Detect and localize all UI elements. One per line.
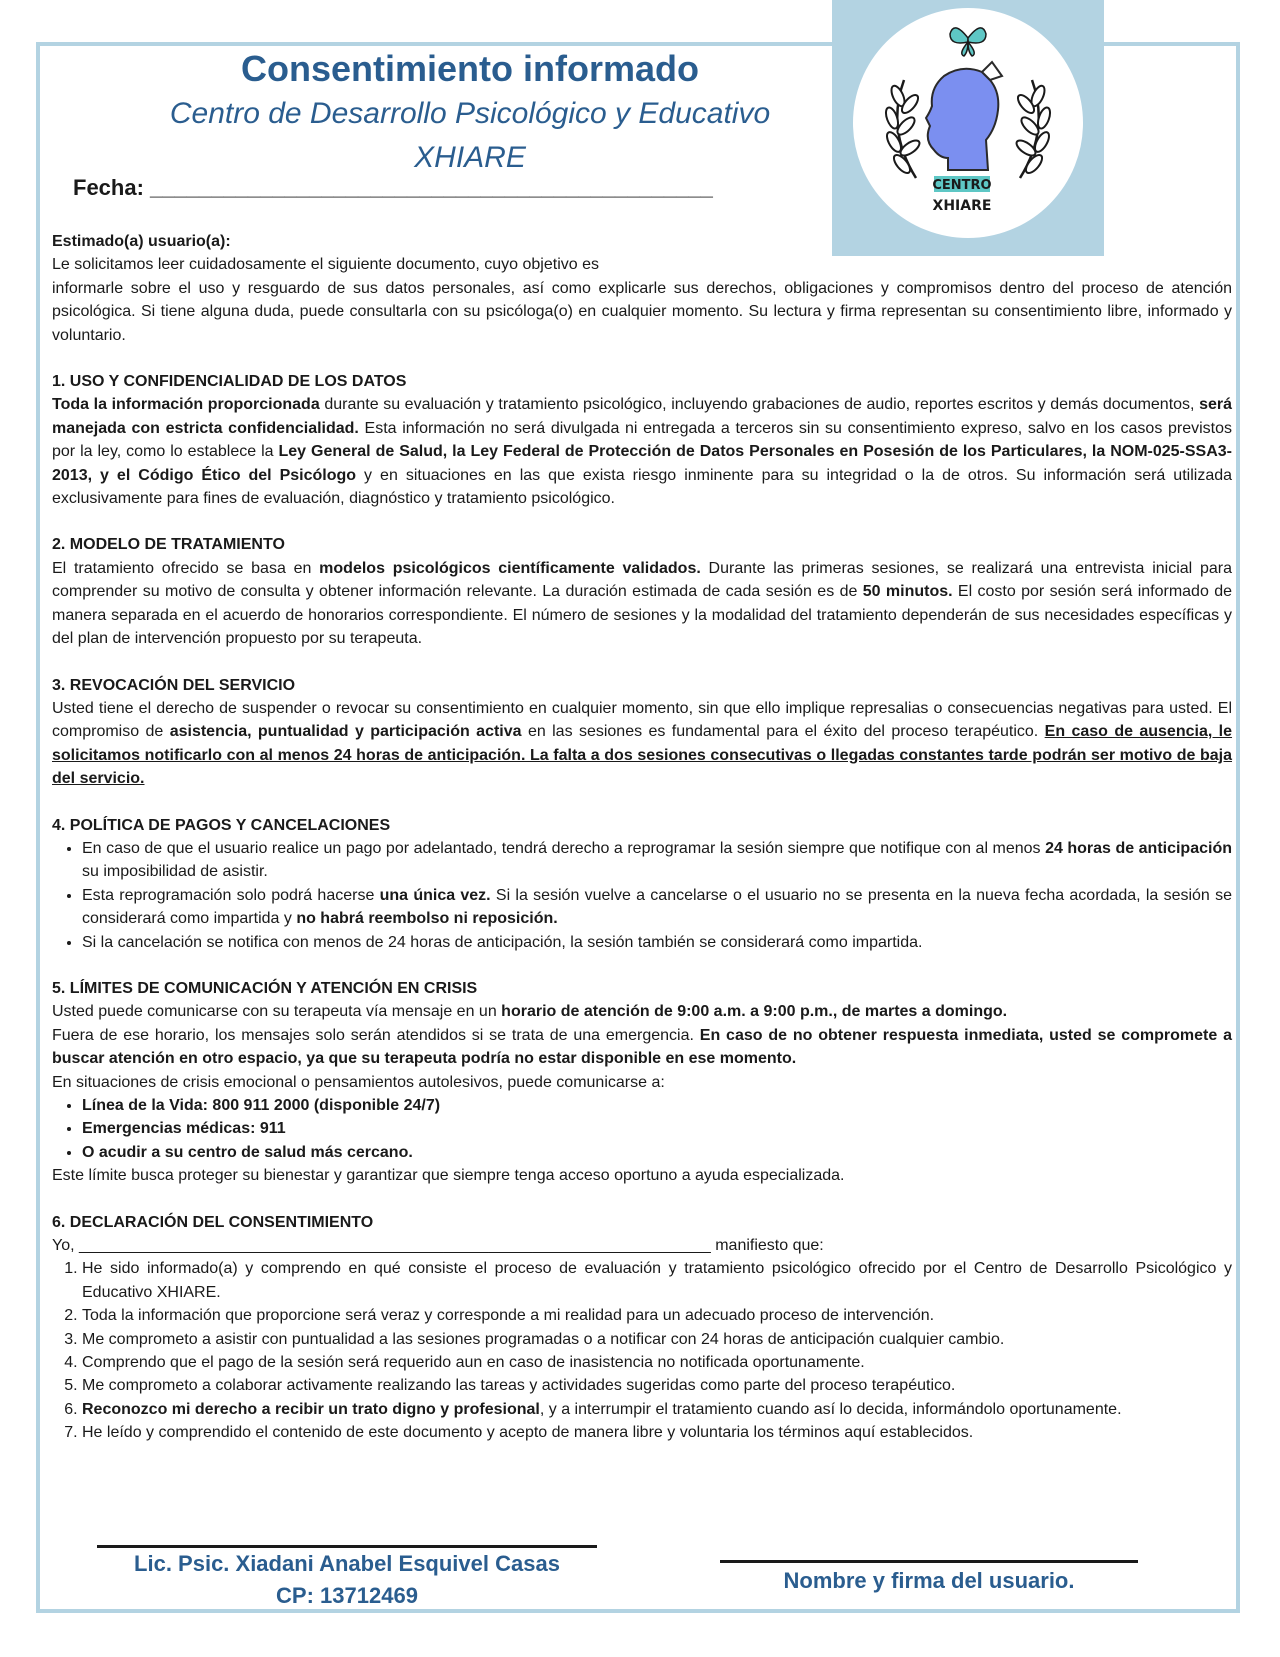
s4-i2-text-2: Si la sesión vuelve a cancelarse o el usuario no se presenta en la nueva fecha acordada, la sesión se considerará como impartida y	[82, 886, 1232, 928]
s1-bold-1: Toda la información proporcionada	[52, 396, 320, 414]
section-1-heading: 1. USO Y CONFIDENCIALIDAD DE LOS DATOS	[52, 373, 407, 391]
s3-underlined: En caso de ausencia, le solicitamos notificarlo con al menos 24 horas de anticipación. La falta a dos sesiones consecutivas o llegadas constantes tarde podrán ser motivo de baja del servicio.	[52, 723, 1233, 788]
list-item: 7. He leído y comprendido el contenido de este documento y acepto de manera libre y voluntaria los términos aquí establecidos.	[82, 1421, 1232, 1444]
page-subtitle	[110, 92, 830, 180]
section-3-text	[52, 697, 1232, 791]
list-item	[82, 884, 1232, 931]
s4-i2-bold-2: no habrá reembolso ni reposición.	[296, 910, 558, 928]
list-item: 2. Toda la información que proporcione será veraz y corresponde a mi realidad para un adecuado proceso de intervención.	[82, 1304, 1232, 1327]
section-3-heading: 3. REVOCACIÓN DEL SERVICIO	[52, 676, 296, 694]
list-item: • Emergencias médicas: 911	[82, 1117, 1232, 1140]
subtitle-line1: Centro de Desarrollo Psicológico y Educativo	[169, 97, 771, 130]
signature-line	[720, 1560, 1138, 1563]
list-item: 3. Me comprometo a asistir con puntualidad a las sesiones programadas o a notificar con 24 horas de anticipación cualquier cambio.	[82, 1328, 1232, 1351]
list-item: • Línea de la Vida: 800 911 2000 (disponible 24/7)	[82, 1094, 1232, 1117]
section-5-text-3: En situaciones de crisis emocional o pensamientos autolesivos, puede comunicarse a:	[52, 1073, 665, 1091]
s3-text-1: Usted tiene el derecho de suspender o revocar su consentimiento en cualquier momento, sin que ello implique represalias o consecuencias negativas para usted. El compromiso de	[52, 699, 1232, 741]
section-5-list	[52, 1094, 1232, 1164]
page-title: Consentimiento informado	[241, 48, 699, 89]
s5-bold-1: horario de atención de 9:00 a.m. a 9:00 p.m., de martes a domingo.	[501, 1003, 1008, 1021]
date-field[interactable]	[73, 175, 713, 201]
section-1-text	[52, 393, 1232, 510]
logo	[832, 0, 1104, 256]
date-label: Fecha:	[73, 175, 144, 200]
s1-bold-3: Ley General de Salud, la Ley Federal de Protección de Datos Personales en Posesión de los Particulares, la NOM-025-SSA3-2013, y el Código Ético del Psicólogo	[52, 443, 1233, 484]
section-4-list	[52, 837, 1232, 954]
intro-p1: Le solicitamos leer cuidadosamente el siguiente documento, cuyo objetivo es	[52, 256, 599, 274]
s1-text-2: Esta información no será divulgada ni entregada a terceros sin su consentimiento expreso, salvo en los casos previstos por la ley, como lo establece la	[52, 419, 1233, 461]
s5-text-1: Usted puede comunicarse con su terapeuta vía mensaje en un	[52, 1003, 502, 1021]
user-signature-label: Nombre y firma del usuario.	[783, 1568, 1075, 1593]
signature-line	[97, 1545, 597, 1548]
s5-text-2: Fuera de ese horario, los mensajes solo serán atendidos si se trata de una emergencia.	[52, 1026, 700, 1044]
section-6-heading: 6. DECLARACIÓN DEL CONSENTIMIENTO	[52, 1213, 374, 1231]
therapist-name: Lic. Psic. Xiadani Anabel Esquivel Casas	[134, 1551, 560, 1576]
section-5-text-4: Este límite busca proteger su bienestar y garantizar que siempre tenga acceso oportuno a ayuda especializada.	[52, 1167, 845, 1185]
section-6-list	[52, 1257, 1232, 1444]
list-item: • O acudir a su centro de salud más cercano.	[82, 1141, 1232, 1164]
declaration-name-field[interactable]: Yo, _______________________________________________________________________ manifiesto que:	[52, 1237, 824, 1255]
list-item	[82, 1398, 1232, 1421]
s1-text-1: durante su evaluación y tratamiento psicológico, incluyendo grabaciones de audio, reportes escritos y demás documentos,	[319, 396, 1200, 414]
greeting: Estimado(a) usuario(a):	[52, 233, 231, 250]
s3-text-2: en las sesiones es fundamental para el éxito del proceso terapéutico.	[521, 723, 1045, 741]
s4-i2-text-1: Esta reprogramación solo podrá hacerse	[82, 886, 380, 904]
s4-i2-bold-1: una única vez.	[379, 886, 491, 904]
document-body	[52, 230, 1232, 1445]
s4-i1-bold-1: 24 horas de anticipación	[1045, 839, 1232, 857]
section-2-text	[52, 557, 1232, 651]
s5-bold-2: En caso de no obtener respuesta inmediata, usted se compromete a buscar atención en otro espacio, ya que su terapeuta podría no estar disponible en ese momento.	[52, 1026, 1232, 1068]
list-item: 1. He sido informado(a) y comprendo en qué consiste el proceso de evaluación y tratamiento psicológico ofrecido por el Centro de Desarrollo Psicológico y Educativo XHIARE.	[82, 1257, 1232, 1304]
section-4-heading: 4. POLÍTICA DE PAGOS Y CANCELACIONES	[52, 816, 391, 834]
list-item: 4. Comprendo que el pago de la sesión será requerido aun en caso de inasistencia no notificada oportunamente.	[82, 1351, 1232, 1374]
subtitle-line2: XHIARE	[414, 141, 526, 174]
s1-text-3: y en situaciones en las que exista riesgo inminente para su integridad o la de otros. Su información será utilizada exclusivamente para fines de evaluación, diagnóstico y tratamiento psicológico.	[52, 466, 1233, 508]
section-5-heading: 5. LÍMITES DE COMUNICACIÓN Y ATENCIÓN EN CRISIS	[52, 979, 478, 997]
list-item: • Si la cancelación se notifica con menos de 24 horas de anticipación, la sesión también se considerará como impartida.	[82, 931, 1232, 954]
s2-bold-2: 50 minutos.	[862, 583, 953, 601]
therapist-license: CP: 13712469	[276, 1583, 418, 1608]
section-5-text-2	[52, 1024, 1232, 1071]
s4-i1-text-1: En caso de que el usuario realice un pago por adelantado, tendrá derecho a reprogramar la sesión siempre que notifique con al menos	[82, 839, 1046, 857]
s2-text-2: Durante las primeras sesiones, se realizará una entrevista inicial para comprender su motivo de consulta y obtener información relevante. La duración estimada de cada sesión es de	[52, 559, 1233, 601]
section-5-text-1	[52, 1000, 1232, 1023]
s4-i1-text-2: su imposibilidad de asistir.	[82, 863, 268, 881]
butterfly-head-laurel-logo-icon	[832, 0, 1104, 256]
list-item: 5. Me comprometo a colaborar activamente realizando las tareas y actividades sugeridas como parte del proceso terapéutico.	[82, 1374, 1232, 1397]
section-2-heading: 2. MODELO DE TRATAMIENTO	[52, 536, 285, 554]
date-blank: ______________________________________________	[150, 175, 713, 200]
s2-text-1: El tratamiento ofrecido se basa en	[52, 559, 320, 577]
intro-p2: informarle sobre el uso y resguardo de sus datos personales, así como explicarle sus derechos, obligaciones y compromisos dentro del proceso de atención psicológica. Si tiene alguna duda, puede consultarla con su psicóloga(o) en cualquier momento. Su lectura y firma representan su consentimiento libre, informado y voluntario.	[52, 279, 1232, 344]
s2-bold-1: modelos psicológicos científicamente validados.	[319, 559, 701, 577]
s6-i6-text: , y a interrumpir el tratamiento cuando así lo decida, informándolo oportunamente.	[539, 1400, 1122, 1418]
logo-line1: CENTRO	[932, 178, 992, 193]
s3-bold-1: asistencia, puntualidad y participación activa	[169, 723, 522, 741]
s6-i6-bold: Reconozco mi derecho a recibir un trato digno y profesional	[82, 1400, 540, 1418]
s1-bold-2: será manejada con estricta confidencialidad.	[52, 396, 1232, 437]
s2-text-3: El costo por sesión será informado de manera separada en el acuerdo de honorarios correspondiente. El número de sesiones y la modalidad del tratamiento dependerán de sus necesidades específicas y del plan de intervención propuesto por su terapeuta.	[52, 583, 1233, 648]
logo-line2: XHIARE	[932, 198, 992, 214]
list-item	[82, 837, 1232, 884]
